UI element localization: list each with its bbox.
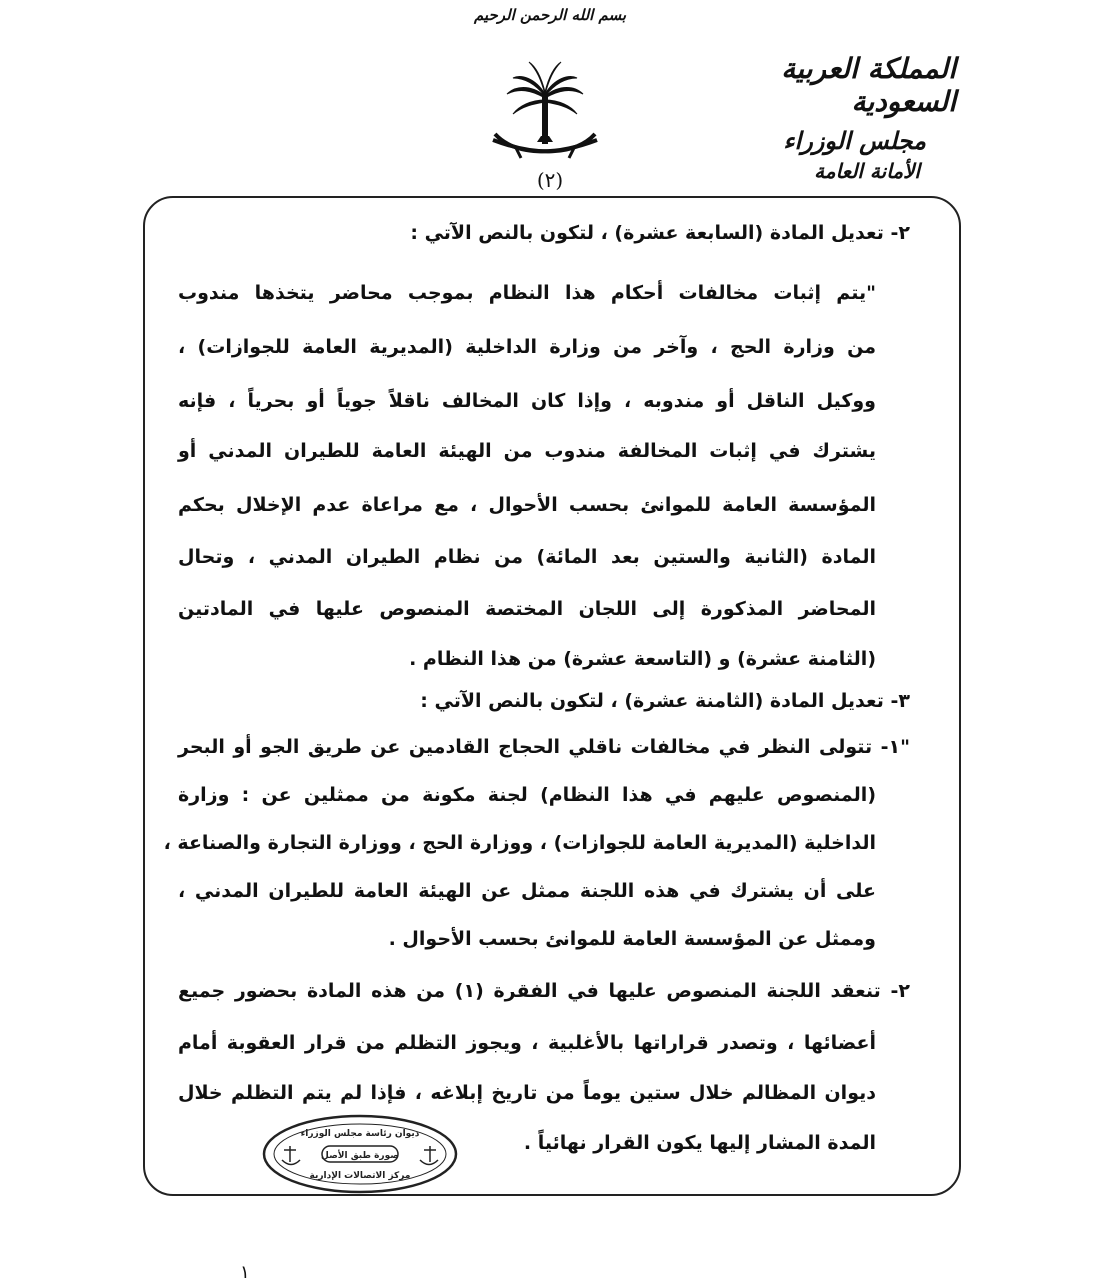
stamp-emblem-left-icon xyxy=(282,1146,300,1165)
kingdom-title: المملكة العربية السعودية xyxy=(781,52,956,118)
body-line: "يتم إثبات مخالفات أحكام هذا النظام بموجب محاضر يتخذها مندوب xyxy=(178,282,876,304)
body-line: من وزارة الحج ، وآخر من وزارة الداخلية (المديرية العامة للجوازات) ، xyxy=(178,336,876,358)
body-line: المؤسسة العامة للموانئ بحسب الأحوال ، مع مراعاة عدم الإخلال بحكم xyxy=(178,494,876,516)
body-line: وممثل عن المؤسسة العامة للموانئ بحسب الأحوال . xyxy=(388,928,876,950)
body-line: "١- تتولى النظر في مخالفات ناقلي الحجاج القادمين عن طريق الجو أو البحر xyxy=(178,736,910,758)
body-line: المحاضر المذكورة إلى اللجان المختصة المنصوص عليها في المادتين xyxy=(178,598,876,620)
stamp-line-3: مركز الاتصالات الإدارية xyxy=(309,1171,411,1181)
palm-swords-emblem-icon xyxy=(485,56,605,176)
body-line: الداخلية (المديرية العامة للجوازات) ، ووزارة الحج ، ووزارة التجارة والصناعة ، xyxy=(163,832,876,854)
body-line: ٢- تعديل المادة (السابعة عشرة) ، لتكون بالنص الآتي : xyxy=(410,222,910,244)
body-line: المدة المشار إليها يكون القرار نهائياً . xyxy=(523,1132,876,1154)
secretariat-title: الأمانة العامة xyxy=(814,159,920,183)
letterhead xyxy=(696,52,956,183)
body-line: ٣- تعديل المادة (الثامنة عشرة) ، لتكون بالنص الآتي : xyxy=(420,690,910,712)
body-line: أعضائها ، وتصدر قراراتها بالأغلبية ، ويجوز التظلم من قرار العقوبة أمام xyxy=(178,1032,876,1054)
body-line: ٢- تنعقد اللجنة المنصوص عليها في الفقرة (١) من هذه المادة بحضور جميع xyxy=(178,980,910,1002)
body-line: يشترك في إثبات المخالفة مندوب من الهيئة العامة للطيران المدني أو xyxy=(178,440,876,462)
basmala: بسم الله الرحمن الرحيم xyxy=(473,6,627,24)
council-title: مجلس الوزراء xyxy=(783,126,926,155)
body-line: ووكيل الناقل أو مندوبه ، وإذا كان المخالف ناقلاً جوياً أو بحرياً ، فإنه xyxy=(178,390,876,412)
footer-mark: ١ xyxy=(240,1262,250,1283)
stamp-line-1: ديوان رئاسة مجلس الوزراء xyxy=(300,1129,420,1139)
page-number: (٢) xyxy=(536,168,564,192)
body-line: المادة (الثانية والستين بعد المائة) من نظام الطيران المدني ، وتحال xyxy=(178,546,876,568)
body-line: ديوان المظالم خلال ستين يوماً من تاريخ إبلاغه ، فإذا لم يتم التظلم خلال xyxy=(178,1082,876,1104)
stamp-emblem-right-icon xyxy=(420,1146,438,1165)
body-line: على أن يشترك في هذه اللجنة ممثل عن الهيئة العامة للطيران المدني ، xyxy=(178,880,876,902)
stamp-line-2: صورة طبق الأصل xyxy=(321,1151,399,1161)
body-line: (الثامنة عشرة) و (التاسعة عشرة) من هذا النظام . xyxy=(409,648,876,670)
official-stamp xyxy=(260,1112,460,1196)
body-line: (المنصوص عليهم في هذا النظام) لجنة مكونة من ممثلين عن : وزارة xyxy=(178,784,876,806)
